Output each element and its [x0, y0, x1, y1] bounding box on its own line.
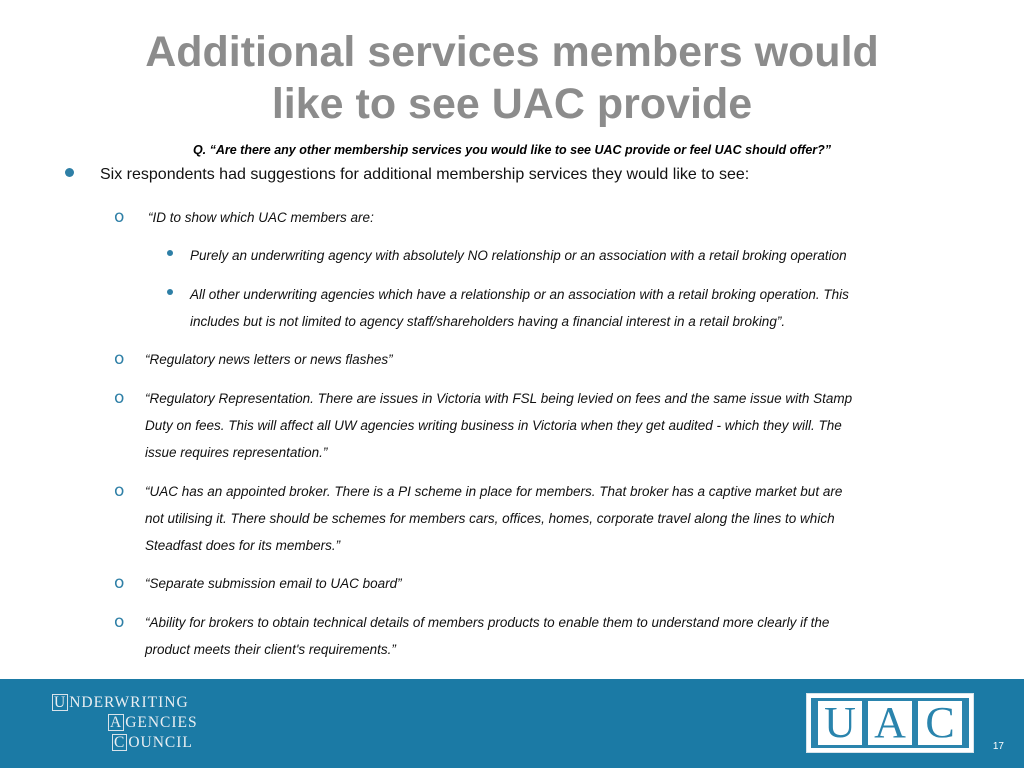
brand-wordmark: [52, 693, 198, 753]
list-item-line: “UAC has an appointed broker. There is a PI scheme in place for members. That broker has a captive market but are: [145, 484, 843, 499]
sub-bullet-icon: o: [114, 207, 125, 227]
list-item: [190, 281, 849, 335]
brand-word: NDERWRITING: [69, 694, 189, 711]
slide-title-line2: like to see UAC provide: [271, 80, 753, 128]
list-item-line: “Separate submission email to UAC board”: [145, 576, 402, 591]
brand-cap-letter: A: [110, 714, 123, 731]
uac-logo-inner: [811, 698, 969, 748]
sub-bullet-icon: o: [114, 388, 125, 408]
brand-cap-letter: C: [114, 734, 126, 751]
brand-cap-letter: U: [54, 694, 67, 711]
list-item-line: not utilising it. There should be schemes for members cars, offices, homes, corporate travel along the lines to which: [145, 511, 835, 526]
list-item-line: “Regulatory news letters or news flashes”: [145, 352, 393, 367]
list-item-line: Steadfast does for its members.”: [145, 538, 341, 553]
sub-bullet-icon: o: [114, 573, 125, 593]
brand-line-agencies: [52, 713, 198, 733]
sub-bullet-icon: o: [114, 349, 125, 369]
logo-letter: U: [818, 701, 862, 745]
list-item-line: issue requires representation.”: [145, 445, 328, 460]
logo-letter: C: [918, 701, 962, 745]
list-item: [145, 346, 393, 373]
survey-question: Q. “Are there any other membership services you would like to see UAC provide or feel UAC should offer?”: [192, 143, 832, 157]
list-item-line: “Ability for brokers to obtain technical details of members products to enable them to understand more clearly if the: [145, 615, 830, 630]
list-item: [148, 204, 374, 231]
slide-title-line1: Additional services members would: [145, 28, 879, 76]
brand-line-underwriting: [52, 693, 198, 713]
footer-bar: [0, 679, 1024, 768]
list-item: [190, 242, 847, 269]
sub-sub-bullet-icon: [167, 250, 173, 256]
list-item-line: product meets their client's requirements.”: [145, 642, 396, 657]
list-item-line: “Regulatory Representation. There are issues in Victoria with FSL being levied on fees and the same issue with Stamp: [145, 391, 853, 406]
list-item-line: includes but is not limited to agency staff/shareholders having a financial interest in a retail broking”.: [190, 314, 786, 329]
brand-line-council: [52, 733, 198, 753]
brand-word: OUNCIL: [128, 734, 193, 751]
list-item-line: All other underwriting agencies which have a relationship or an association with a retail broking operation. This: [190, 287, 849, 302]
list-item-line: Purely an underwriting agency with absolutely NO relationship or an association with a retail broking operation: [190, 248, 847, 263]
list-item: [145, 385, 852, 466]
list-item-line: “ID to show which UAC members are:: [148, 210, 374, 225]
list-item: [145, 609, 829, 663]
brand-word: GENCIES: [125, 714, 198, 731]
list-item: [145, 570, 402, 597]
logo-letter: A: [868, 701, 912, 745]
page-number: 17: [992, 741, 1004, 752]
list-item: [145, 478, 842, 559]
sub-bullet-icon: o: [114, 481, 125, 501]
level1-text: Six respondents had suggestions for additional membership services they would like to see:: [100, 166, 750, 183]
slide-title: [0, 26, 1024, 130]
uac-logo: [806, 693, 974, 753]
sub-sub-bullet-icon: [167, 289, 173, 295]
list-item-line: Duty on fees. This will affect all UW agencies writing business in Victoria when they get audited - which they will. The: [145, 418, 842, 433]
level1-bullet-icon: [65, 168, 74, 177]
sub-bullet-icon: o: [114, 612, 125, 632]
